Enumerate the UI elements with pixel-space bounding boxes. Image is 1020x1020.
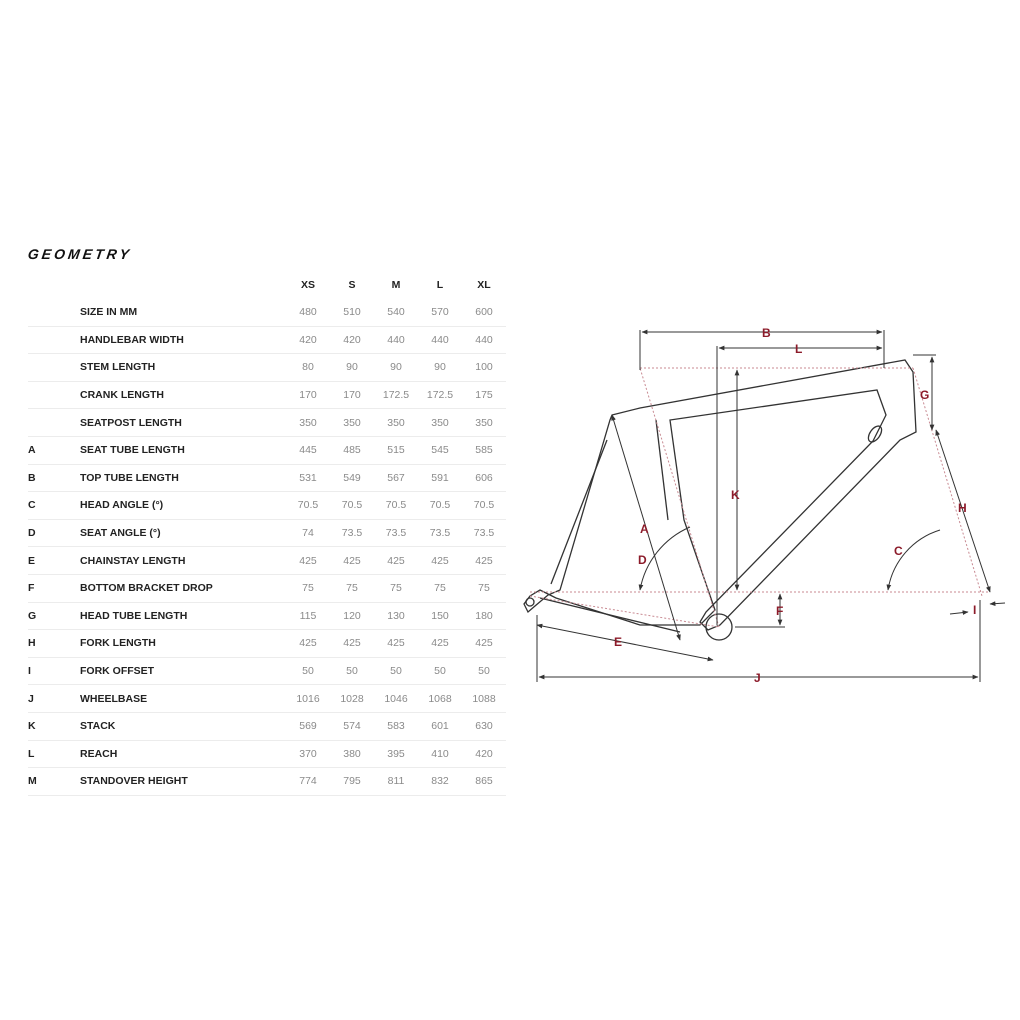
row-value: 583 (374, 712, 418, 740)
row-code: E (28, 547, 80, 575)
row-value: 425 (462, 630, 506, 658)
row-value: 172.5 (374, 381, 418, 409)
row-code: J (28, 685, 80, 713)
row-value: 130 (374, 602, 418, 630)
row-label: HEAD TUBE LENGTH (80, 602, 286, 630)
row-value: 832 (418, 768, 462, 796)
row-label: SIZE IN MM (80, 299, 286, 326)
row-code: L (28, 740, 80, 768)
column-header: M (391, 279, 401, 291)
row-label: WHEELBASE (80, 685, 286, 713)
row-value: 50 (286, 657, 330, 685)
label-h: H (958, 501, 967, 515)
row-value: 175 (462, 381, 506, 409)
row-value: 90 (330, 354, 374, 382)
row-value: 70.5 (462, 492, 506, 520)
table-row (28, 547, 506, 575)
label-c: C (894, 544, 903, 558)
row-value: 540 (374, 299, 418, 326)
row-value: 50 (462, 657, 506, 685)
row-value: 50 (374, 657, 418, 685)
table-row (28, 657, 506, 685)
row-label: STANDOVER HEIGHT (80, 768, 286, 796)
row-value: 585 (462, 436, 506, 464)
row-code (28, 409, 80, 437)
row-value: 90 (418, 354, 462, 382)
dimension-lines (537, 330, 1005, 682)
table-row (28, 436, 506, 464)
row-label: SEAT TUBE LENGTH (80, 436, 286, 464)
row-value: 74 (286, 519, 330, 547)
row-label: FORK OFFSET (80, 657, 286, 685)
row-value: 70.5 (330, 492, 374, 520)
row-value: 574 (330, 712, 374, 740)
row-value: 420 (286, 326, 330, 354)
table-row (28, 326, 506, 354)
row-code: G (28, 602, 80, 630)
row-value: 425 (462, 547, 506, 575)
row-value: 73.5 (418, 519, 462, 547)
row-value: 425 (418, 547, 462, 575)
label-d: D (638, 553, 647, 567)
row-value: 80 (286, 354, 330, 382)
table-row (28, 464, 506, 492)
row-value: 865 (462, 768, 506, 796)
row-label: REACH (80, 740, 286, 768)
row-value: 172.5 (418, 381, 462, 409)
row-value: 1068 (418, 685, 462, 713)
row-value: 420 (330, 326, 374, 354)
row-value: 73.5 (374, 519, 418, 547)
row-value: 591 (418, 464, 462, 492)
row-label: BOTTOM BRACKET DROP (80, 574, 286, 602)
header-blank (28, 271, 80, 299)
row-label: FORK LENGTH (80, 630, 286, 658)
row-value: 75 (418, 574, 462, 602)
row-value: 170 (330, 381, 374, 409)
row-value: 440 (462, 326, 506, 354)
row-value: 570 (418, 299, 462, 326)
row-code: K (28, 712, 80, 740)
row-label: STEM LENGTH (80, 354, 286, 382)
bike-frame (524, 360, 916, 640)
row-value: 410 (418, 740, 462, 768)
row-value: 601 (418, 712, 462, 740)
row-value: 425 (286, 547, 330, 575)
column-header: XS (300, 279, 315, 291)
row-value: 485 (330, 436, 374, 464)
row-code: F (28, 574, 80, 602)
label-j: J (754, 671, 761, 685)
row-value: 515 (374, 436, 418, 464)
label-e: E (614, 635, 623, 649)
row-value: 350 (330, 409, 374, 437)
row-value: 350 (462, 409, 506, 437)
frame-geometry-diagram (515, 320, 1015, 700)
table-row (28, 712, 506, 740)
table-row (28, 519, 506, 547)
row-code: D (28, 519, 80, 547)
row-value: 75 (286, 574, 330, 602)
row-value: 120 (330, 602, 374, 630)
geometry-title: GEOMETRY (26, 246, 133, 262)
row-value: 350 (418, 409, 462, 437)
row-value: 170 (286, 381, 330, 409)
row-value: 425 (418, 630, 462, 658)
label-f: F (776, 604, 784, 618)
row-value: 440 (418, 326, 462, 354)
row-value: 350 (286, 409, 330, 437)
label-k: K (731, 488, 740, 502)
table-header-row (28, 271, 506, 299)
row-code: H (28, 630, 80, 658)
row-value: 510 (330, 299, 374, 326)
row-code: I (28, 657, 80, 685)
row-label: HANDLEBAR WIDTH (80, 326, 286, 354)
row-value: 445 (286, 436, 330, 464)
table-row (28, 299, 506, 326)
row-value: 567 (374, 464, 418, 492)
row-value: 73.5 (330, 519, 374, 547)
row-value: 70.5 (286, 492, 330, 520)
table-row (28, 768, 506, 796)
row-value: 425 (286, 630, 330, 658)
label-g: G (920, 388, 930, 402)
row-code (28, 299, 80, 326)
label-l: L (795, 342, 803, 356)
row-value: 50 (418, 657, 462, 685)
table-row (28, 381, 506, 409)
column-header: L (436, 279, 444, 291)
table-row (28, 685, 506, 713)
row-code (28, 326, 80, 354)
row-label: TOP TUBE LENGTH (80, 464, 286, 492)
row-value: 425 (330, 630, 374, 658)
table-row (28, 492, 506, 520)
row-value: 100 (462, 354, 506, 382)
row-value: 150 (418, 602, 462, 630)
label-a: A (640, 522, 649, 536)
row-value: 1028 (330, 685, 374, 713)
row-value: 549 (330, 464, 374, 492)
row-value: 425 (330, 547, 374, 575)
row-code: C (28, 492, 80, 520)
table-row (28, 630, 506, 658)
row-value: 425 (374, 547, 418, 575)
row-value: 606 (462, 464, 506, 492)
row-value: 420 (462, 740, 506, 768)
row-value: 531 (286, 464, 330, 492)
row-value: 350 (374, 409, 418, 437)
table-row (28, 740, 506, 768)
row-value: 480 (286, 299, 330, 326)
row-value: 90 (374, 354, 418, 382)
row-value: 395 (374, 740, 418, 768)
row-value: 380 (330, 740, 374, 768)
table-row (28, 574, 506, 602)
row-value: 630 (462, 712, 506, 740)
row-code: M (28, 768, 80, 796)
row-value: 1016 (286, 685, 330, 713)
column-header: XL (477, 279, 491, 291)
row-label: CHAINSTAY LENGTH (80, 547, 286, 575)
label-b: B (762, 326, 771, 340)
label-i: I (973, 603, 977, 617)
row-value: 811 (374, 768, 418, 796)
column-header: S (348, 279, 356, 291)
row-value: 180 (462, 602, 506, 630)
row-value: 774 (286, 768, 330, 796)
row-label: CRANK LENGTH (80, 381, 286, 409)
row-value: 545 (418, 436, 462, 464)
row-label: STACK (80, 712, 286, 740)
row-label: SEAT ANGLE (°) (80, 519, 286, 547)
row-value: 600 (462, 299, 506, 326)
row-code: A (28, 436, 80, 464)
row-label: SEATPOST LENGTH (80, 409, 286, 437)
row-value: 1088 (462, 685, 506, 713)
row-value: 70.5 (374, 492, 418, 520)
row-value: 70.5 (418, 492, 462, 520)
row-value: 795 (330, 768, 374, 796)
geometry-table (28, 271, 506, 796)
table-row (28, 354, 506, 382)
row-value: 50 (330, 657, 374, 685)
row-value: 115 (286, 602, 330, 630)
row-value: 73.5 (462, 519, 506, 547)
row-value: 440 (374, 326, 418, 354)
table-row (28, 409, 506, 437)
row-value: 569 (286, 712, 330, 740)
row-label: HEAD ANGLE (°) (80, 492, 286, 520)
row-code: B (28, 464, 80, 492)
row-value: 370 (286, 740, 330, 768)
row-value: 75 (462, 574, 506, 602)
row-value: 425 (374, 630, 418, 658)
header-blank (80, 271, 286, 299)
row-code (28, 354, 80, 382)
table-row (28, 602, 506, 630)
row-value: 75 (330, 574, 374, 602)
row-code (28, 381, 80, 409)
row-value: 75 (374, 574, 418, 602)
row-value: 1046 (374, 685, 418, 713)
